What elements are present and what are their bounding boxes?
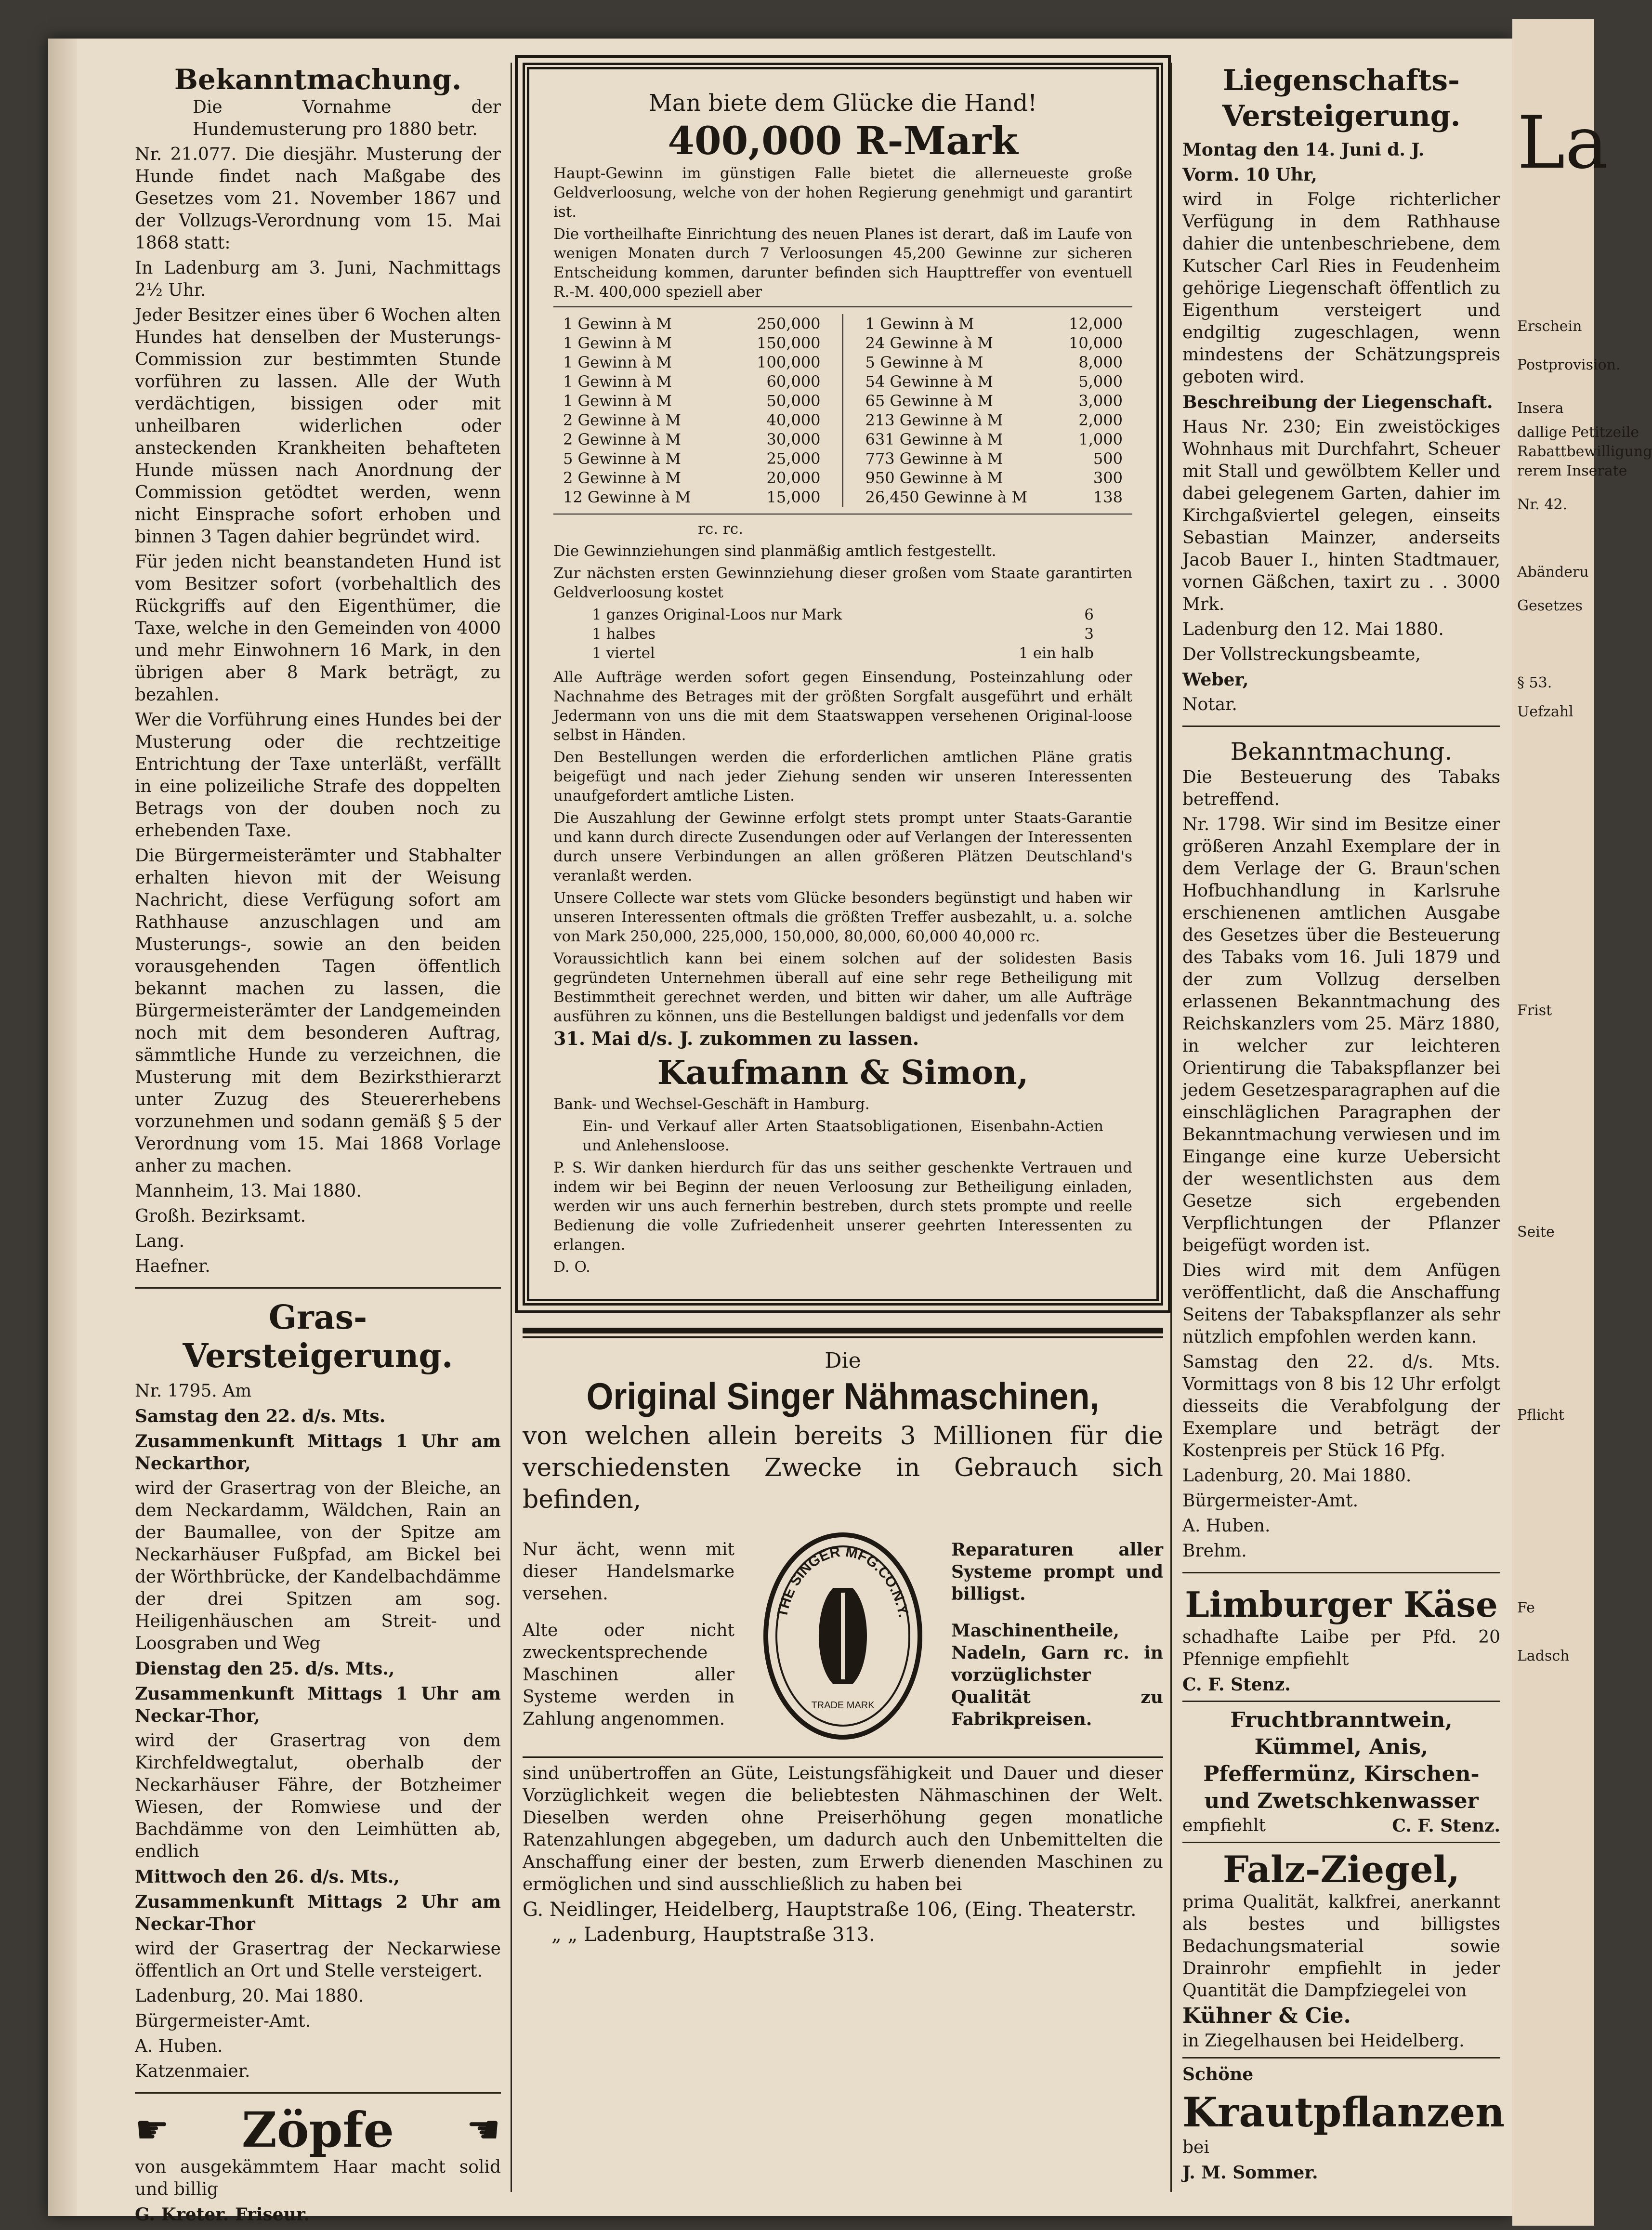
lottery-para-5: Den Bestellungen werden die erforderlichen amtlichen Pläne gratis beigefügt und nach jeder Ziehung senden wir unseren Interessenten unaufgefordert amtliche Listen. xyxy=(553,749,1132,805)
price-row xyxy=(592,605,1094,624)
prize-row xyxy=(865,430,1123,449)
singer-title: Original Singer Nähmaschinen, xyxy=(586,1375,1100,1417)
lottery-amount: 400,000 R-Mark xyxy=(668,118,1018,163)
prize-table-left xyxy=(563,314,821,507)
zoepfe-heading xyxy=(135,2103,501,2156)
prize-row-value: 300 xyxy=(1093,469,1123,487)
newspaper-page xyxy=(48,39,1512,2225)
liegenschaft-place: Ladenburg den 12. Mai 1880. xyxy=(1182,620,1444,639)
prize-row xyxy=(563,430,821,449)
prize-row-label: 2 Gewinne à M xyxy=(563,469,681,487)
singer-right-1: Reparaturen aller Systeme prompt und billigst. xyxy=(951,1540,1163,1604)
gras-date-1: Samstag den 22. d/s. Mts. xyxy=(135,1406,386,1426)
bek2-name-2: Brehm. xyxy=(1182,1541,1247,1561)
price-table xyxy=(553,605,1132,668)
prize-row xyxy=(865,488,1123,507)
prize-row-value: 100,000 xyxy=(757,353,821,371)
prize-row-value: 5,000 xyxy=(1078,372,1123,391)
page-gutter xyxy=(48,39,77,2216)
liegenschaft-time: Vorm. 10 Uhr, xyxy=(1182,165,1317,185)
bek-place-date: Mannheim, 13. Mai 1880. xyxy=(135,1181,362,1201)
lottery-para-7: Unsere Collecte war stets vom Glücke besonders begünstigt und haben wir unseren Interessenten oftmals die größten Treffer ausbezahlt, u. a. solche von Mark 250,000, 225,000, 150,000, 80,000, 60,000 40,000 rc. xyxy=(553,889,1132,945)
price-row-label: 1 halbes xyxy=(592,625,656,643)
pointing-hand-left-icon: ☛ xyxy=(135,2107,170,2152)
prize-row xyxy=(563,314,821,333)
adjacent-page-text: Frist xyxy=(1517,1002,1552,1019)
prize-row xyxy=(865,353,1123,372)
bek2-para-3: Samstag den 22. d/s. Mts. Vormittags von 8 bis 12 Uhr erfolgt diesseits die Verabfolgung der Exemplare und beträgt der Kostenpreis per Stück 16 Pfg. xyxy=(1182,1352,1500,1461)
kaese-text: schadhafte Laibe per Pfd. 20 Pfennige empfiehlt xyxy=(1182,1627,1500,1669)
prize-row-label: 950 Gewinne à M xyxy=(865,469,1003,487)
prize-row-label: 773 Gewinne à M xyxy=(865,449,1003,468)
singer-left xyxy=(523,1539,734,1733)
price-row-value: 3 xyxy=(1084,625,1094,643)
adjacent-page-text: La xyxy=(1517,101,1609,185)
falz-title: Falz-Ziegel, xyxy=(1222,1848,1460,1891)
prize-row xyxy=(563,333,821,353)
lottery-para-3: Zur nächsten ersten Gewinnziehung dieser großen vom Staate garantirten Geldverloosung kostet xyxy=(553,565,1132,601)
bek2-para-1: Nr. 1798. Wir sind im Besitze einer größeren Anzahl Exemplare der in dem Verlage der G. Braun'schen Hofbuchhandlung in Karlsruhe erschienenen amtlichen Ausgabe des Gesetzes über die Besteuerung des Tabaks vom 16. Juli 1879 und der zum Vollzug derselben erlassenen Bekanntmachung des Reichskanzlers vom 25. März 1880, in welcher zur leichteren Orientirung die Tabakspflanzer bei jedem Gesetzesparagraphen auf die einschläglichen Paragraphen der Bekanntmachung verwiesen und im Eingange eine kurze Uebersicht der wesentlichsten aus dem Gesetze sich ergebenden Verpflichtungen der Pflanzer beigefügt worden ist. xyxy=(1182,815,1500,1255)
prize-row xyxy=(865,410,1123,430)
price-row-value: 1 ein halb xyxy=(1019,645,1094,662)
bek-para-5: Wer die Vorführung eines Hundes bei der Musterung oder die rechtzeitige Entrichtung der Taxe unterläßt, verfällt in eine polizeiliche Strafe des doppelten Betrags von der douben noch zu erhebenden Taxe. xyxy=(135,710,501,841)
adjacent-page-text: Abänderu xyxy=(1517,564,1589,581)
gras-date-2: Dienstag den 25. d/s. Mts., xyxy=(135,1659,395,1679)
prize-table-right xyxy=(865,314,1123,507)
gras-nr: Nr. 1795. Am xyxy=(135,1381,252,1401)
lottery-para-1: Die vortheilhafte Einrichtung des neuen Planes ist derart, daß im Laufe von wenigen Monaten durch 7 Verloosungen 45,200 Gewinne zur sicheren Entscheidung kommen, darunter befinden sich Haupttreffer von eventuell R.-M. 400,000 speziell aber xyxy=(553,225,1132,301)
zoepfe-text: von ausgekämmtem Haar macht solid und billig xyxy=(135,2157,501,2199)
lottery-para-2: Die Gewinnziehungen sind planmäßig amtlich festgestellt. xyxy=(553,542,996,560)
prize-row xyxy=(563,449,821,468)
lottery-intro: Haupt-Gewinn im günstigen Falle bietet die allerneueste große Geldverloosung, welche von der hohen Regierung genehmigt und garantirt ist. xyxy=(553,165,1132,221)
prize-row-value: 30,000 xyxy=(766,430,821,449)
lottery-firm-sub2: Ein- und Verkauf aller Arten Staatsobligationen, Eisenbahn-Actien und Anlehensloose. xyxy=(582,1118,1103,1154)
bek-office: Großh. Bezirksamt. xyxy=(135,1206,306,1226)
bek2-title: Bekanntmachung. xyxy=(1230,738,1453,765)
adjacent-page-text: Rabattbewilligung xyxy=(1517,443,1652,460)
branntwein-signature: C. F. Stenz. xyxy=(1392,1816,1500,1836)
singer-dealer-2: „ „ Ladenburg, Hauptstraße 313. xyxy=(551,1924,875,1946)
prize-row-value: 150,000 xyxy=(757,334,821,352)
gras-date-3: Mittwoch den 26. d/s. Mts., xyxy=(135,1867,400,1887)
liegenschaft-date: Montag den 14. Juni d. J. xyxy=(1182,140,1425,160)
gras-meet-1: Zusammenkunft Mittags 1 Uhr am Neckarthor, xyxy=(135,1431,501,1474)
lottery-deadline: 31. Mai d/s. J. zukommen zu lassen. xyxy=(553,1028,919,1049)
prize-row xyxy=(865,468,1123,488)
divider xyxy=(1182,1842,1500,1843)
bekanntmachung-title: Bekanntmachung. xyxy=(174,63,462,96)
gras-signature-2: Katzenmaier. xyxy=(135,2061,250,2081)
singer-left-2: Alte oder nicht zweckentsprechende Maschinen aller Systeme werden in Zahlung angenommen. xyxy=(523,1621,734,1729)
singer-trademark-icon xyxy=(761,1530,925,1742)
bek-para-6: Die Bürgermeisterämter und Stabhalter erhalten hievon mit der Weisung Nachricht, diese Verfügung sofort am Rathhause anzuschlagen und am Musterungs-, sowie an den beiden vorausgehenden Tagen öffentlich bekannt machen zu lassen, die Bürgermeisterämter der Landgemeinden noch mit dem besonderen Auftrag, sämmtliche Hunde zu verzeichnen, die Musterung mit dem Bezirksthierarzt unter Zuzug des Steuererhebens vorzunehmen und sodann gemäß § 5 der Verordnung vom 15. Mai 1868 Vorlage anher zu machen. xyxy=(135,846,501,1176)
liegenschaft-name: Weber, xyxy=(1182,670,1249,690)
liegenschaft-role: Notar. xyxy=(1182,695,1237,714)
gras-title-2: Versteigerung. xyxy=(183,1337,453,1375)
gras-para-3: wird der Grasertrag der Neckarwiese öffentlich an Ort und Stelle versteigert. xyxy=(135,1939,501,1981)
bek-para-3: Jeder Besitzer eines über 6 Wochen alten Hundes hat denselben der Musterungs-Commission zur bestimmten Stunde vorführen zu lassen. Alle der Wuth verdächtigen, bissigen oder mit unheilbaren widerlichen oder ansteckenden Krankheiten behafteten Hunde müssen nach Anordnung der Commission getödtet werden, wenn nicht Einsprache sofort erhoben und binnen 3 Tagen dahier begründet wird. xyxy=(135,305,501,547)
prize-row-label: 26,450 Gewinne à M xyxy=(865,488,1028,506)
singer-logo-bottom-text: TRADE MARK xyxy=(811,1700,875,1711)
prize-row-value: 50,000 xyxy=(766,392,821,410)
lottery-ps-sig: D. O. xyxy=(553,1258,590,1276)
falz-place: in Ziegelhausen bei Heidelberg. xyxy=(1182,2031,1465,2051)
bek2-place: Ladenburg, 20. Mai 1880. xyxy=(1182,1466,1412,1486)
price-row-value: 6 xyxy=(1084,606,1094,623)
price-row-label: 1 ganzes Original-Loos nur Mark xyxy=(592,606,842,623)
adjacent-page-text: Ladsch xyxy=(1517,1648,1570,1664)
prize-row-label: 12 Gewinne à M xyxy=(563,488,691,506)
bek-para-2: In Ladenburg am 3. Juni, Nachmittags 2½ Uhr. xyxy=(135,258,501,300)
singer-dealer-1: G. Neidlinger, Heidelberg, Hauptstraße 106, (Eing. Theaterstr. xyxy=(523,1899,1137,1921)
bek2-subtitle: Die Besteuerung des Tabaks betreffend. xyxy=(1182,767,1500,809)
singer-right xyxy=(951,1539,1163,1733)
kraut-pre: Schöne xyxy=(1182,2064,1254,2085)
prize-row-label: 65 Gewinne à M xyxy=(865,392,993,410)
lottery-ad xyxy=(523,63,1163,1306)
prize-row-value: 3,000 xyxy=(1078,392,1123,410)
divider xyxy=(135,1287,501,1289)
bek-signature: Lang. xyxy=(135,1231,185,1251)
singer-trademark-logo xyxy=(756,1525,930,1747)
divider xyxy=(135,2092,501,2094)
pointing-hand-right-icon: ☛ xyxy=(466,2107,501,2152)
kaese-title: Limburger Käse xyxy=(1185,1584,1498,1625)
bek2-para-2: Dies wird mit dem Anfügen veröffentlicht, daß die Anschaffung Seitens der Tabakspflanzer als sehr nützlich empfohlen werden kann. xyxy=(1182,1261,1500,1347)
adjacent-page-text: Seite xyxy=(1517,1224,1555,1240)
lottery-para-4: Alle Aufträge werden sofort gegen Einsendung, Posteinzahlung oder Nachnahme des Betrages mit der größten Sorgfalt ausgeführt und erhält Jedermann von uns die mit dem Staatswappen versehenen Original-loose selbst in Händen. xyxy=(553,669,1132,744)
column-left xyxy=(135,63,501,2229)
lottery-para-8: Voraussichtlich kann bei einem solchen auf der solidesten Basis gegründeten Unternehmen überall auf eine sehr rege Betheiligung mit Bestimmtheit gerechnet werden, und bitten wir daher, um alle Aufträge ausführen zu können, uns die Bestellungen baldigst und jedenfalls vor dem xyxy=(553,950,1132,1025)
singer-logo-top-text: THE SINGER MFG.CO.N.Y. xyxy=(774,1544,912,1619)
kaese-signature: C. F. Stenz. xyxy=(1182,1675,1291,1695)
gras-para-2: wird der Grasertrag von dem Kirchfeldwegtalut, oberhalb der Neckarhäuser Fähre, der Botzheimer Wiesen, der Romwiese und der Bachdämme von den Leimhütten ab, endlich xyxy=(135,1731,501,1861)
prize-row-label: 2 Gewinne à M xyxy=(563,430,681,449)
bekanntmachung-subtitle: Die Vornahme der Hundemusterung pro 1880 betr. xyxy=(193,97,501,139)
falz-firm: Kühner & Cie. xyxy=(1182,2004,1351,2028)
divider xyxy=(523,1336,1163,1338)
divider xyxy=(1182,1572,1500,1573)
prize-row xyxy=(865,449,1123,468)
prize-row-label: 213 Gewinne à M xyxy=(865,411,1003,429)
prize-row-label: 24 Gewinne à M xyxy=(865,334,993,352)
adjacent-page-text: Nr. 42. xyxy=(1517,496,1568,513)
prize-row xyxy=(865,372,1123,391)
prize-row-value: 20,000 xyxy=(766,469,821,487)
divider xyxy=(1182,1701,1500,1702)
kraut-signature: J. M. Sommer. xyxy=(1182,2163,1318,2183)
prize-row-label: 1 Gewinn à M xyxy=(563,372,672,391)
gras-title-1: Gras- xyxy=(268,1298,367,1337)
prize-row xyxy=(563,353,821,372)
bek-signature-2: Haefner. xyxy=(135,1256,210,1276)
singer-ad xyxy=(523,1350,1163,1946)
liegenschaft-title-1: Liegenschafts- xyxy=(1223,64,1460,97)
bek-para-1: Nr. 21.077. Die diesjähr. Musterung der Hunde findet nach Maßgabe des Gesetzes vom 21. November 1867 und der Vollzugs-Verordnung vom 15. Mai 1868 statt: xyxy=(135,145,501,253)
lottery-headline: Man biete dem Glücke die Hand! xyxy=(648,90,1037,117)
singer-right-2: Maschinentheile, Nadeln, Garn rc. in vorzüglichster Qualität zu Fabrikpreisen. xyxy=(951,1621,1163,1729)
kraut-bei: bei xyxy=(1182,2138,1209,2157)
prize-row-value: 2,000 xyxy=(1078,411,1123,429)
prize-row-label: 5 Gewinne à M xyxy=(865,353,983,371)
adjacent-page-text: Uefzahl xyxy=(1517,703,1573,720)
prize-row-label: 1 Gewinn à M xyxy=(563,392,672,410)
divider xyxy=(1182,726,1500,727)
singer-left-1: Nur ächt, wenn mit dieser Handelsmarke versehen. xyxy=(523,1540,734,1604)
column-right xyxy=(1182,63,1505,2187)
adjacent-page-text: Insera xyxy=(1517,400,1564,417)
adjacent-page-text: Postprovision. xyxy=(1517,356,1621,373)
adjacent-page-text: Gesetzes xyxy=(1517,597,1583,614)
prize-etc: rc. rc. xyxy=(698,520,743,538)
liegenschaft-office: Der Vollstreckungsbeamte, xyxy=(1182,645,1421,664)
lottery-ps: P. S. Wir danken hierdurch für das uns seither geschenkte Vertrauen und indem wir bei Beginn der neuen Verloosung zur Betheiligung einladen, werden wir uns auch fernerhin bestreben, durch stets prompte und reelle Bedienung die volle Zufriedenheit unserer geehrten Interessenten zu erlangen. xyxy=(553,1159,1132,1254)
price-row xyxy=(592,624,1094,644)
column-middle xyxy=(523,63,1163,1949)
prize-row-value: 138 xyxy=(1093,488,1123,506)
prize-row-label: 1 Gewinn à M xyxy=(865,315,974,333)
prize-row-label: 1 Gewinn à M xyxy=(563,334,672,352)
prize-row-value: 500 xyxy=(1093,449,1123,468)
prize-row xyxy=(563,372,821,391)
divider xyxy=(523,1756,1163,1758)
prize-row-value: 250,000 xyxy=(757,315,821,333)
lottery-firm: Kaufmann & Simon, xyxy=(657,1054,1029,1092)
prize-row xyxy=(563,488,821,507)
singer-body: sind unübertroffen an Güte, Leistungsfähigkeit und Dauer und dieser Vorzüglichkeit wegen die beliebtesten Nähmaschinen der Welt. Dieselben werden ohne Preiserhöhung gegen monatliche Ratenzahlungen abgegeben, um dadurch auch den Unbemittelten die Anschaffung einer der besten, zum Erwerb dienenden Maschinen zu ermöglichen und sind ausschließlich zu haben bei xyxy=(523,1764,1163,1894)
zoepfe-signature: G. Kreter. Friseur. xyxy=(135,2204,310,2225)
column-rule-1 xyxy=(511,63,512,2192)
prize-row xyxy=(865,391,1123,410)
gras-signature: A. Huben. xyxy=(135,2036,223,2056)
prize-row-value: 8,000 xyxy=(1078,353,1123,371)
prize-row-value: 60,000 xyxy=(766,372,821,391)
prize-row-label: 54 Gewinne à M xyxy=(865,372,993,391)
gras-meet-2: Zusammenkunft Mittags 1 Uhr am Neckar-Thor, xyxy=(135,1684,501,1726)
adjacent-page-text: Pflicht xyxy=(1517,1407,1564,1424)
branntwein-text: empfiehlt xyxy=(1182,1816,1266,1835)
prize-row-value: 1,000 xyxy=(1078,430,1123,449)
prize-row xyxy=(563,410,821,430)
bek2-office: Bürgermeister-Amt. xyxy=(1182,1491,1359,1511)
prize-row xyxy=(563,391,821,410)
prize-row-label: 631 Gewinne à M xyxy=(865,430,1003,449)
prize-row-value: 25,000 xyxy=(766,449,821,468)
bek-para-4: Für jeden nicht beanstandeten Hund ist vom Besitzer sofort (vorbehaltlich des Rückgriffs auf den Eigenthümer, die Taxe, welche in den Gemeinden von 4000 und mehr Einwohnern 16 Mark, in den übrigen aber 8 Mark beträgt, zu bezahlen. xyxy=(135,552,501,705)
prize-row-value: 15,000 xyxy=(766,488,821,506)
prize-row-value: 10,000 xyxy=(1069,334,1123,352)
kraut-title: Krautpflanzen xyxy=(1182,2088,1505,2136)
lottery-firm-sub: Bank- und Wechsel-Geschäft in Hamburg. xyxy=(553,1095,870,1113)
adjacent-page-text: Fe xyxy=(1517,1599,1535,1616)
branntwein-footer xyxy=(1182,1815,1500,1837)
prize-row xyxy=(563,468,821,488)
gras-office: Bürgermeister-Amt. xyxy=(135,2011,311,2031)
prize-row-label: 5 Gewinne à M xyxy=(563,449,681,468)
gras-place-date: Ladenburg, 20. Mai 1880. xyxy=(135,1986,364,2006)
prize-table-divider xyxy=(842,314,843,507)
singer-subtitle: von welchen allein bereits 3 Millionen für die verschiedensten Zwecke in Gebrauch sich befinden, xyxy=(523,1422,1163,1514)
prize-row-label: 1 Gewinn à M xyxy=(563,315,672,333)
falz-text: prima Qualität, kalkfrei, anerkannt als bestes und billigstes Bedachungsmaterial sowie Drainrohr empfiehlt in jeder Quantität die Dampfziegelei von xyxy=(1182,1892,1500,2001)
liegenschaft-para-2: Haus Nr. 230; Ein zweistöckiges Wohnhaus mit Durchfahrt, Scheuer mit Stall und gewölbtem Keller und dabei gelegenem Garten, dahier im Kirchgaßviertel gelegen, einseits Sebastian Mainzer, anderseits Jacob Bauer I., hinten Stadtmauer, vornen Gäßchen, taxirt zu . . 3000 Mrk. xyxy=(1182,417,1500,614)
adjacent-page-text: Erschein xyxy=(1517,318,1582,335)
prize-row-label: 2 Gewinne à M xyxy=(563,411,681,429)
adjacent-page-fragment xyxy=(1512,19,1652,2226)
singer-logo-row xyxy=(523,1525,1163,1747)
adjacent-page-text: § 53. xyxy=(1517,674,1552,691)
gras-meet-3: Zusammenkunft Mittags 2 Uhr am Neckar-Thor xyxy=(135,1892,501,1934)
prize-row-label: 1 Gewinn à M xyxy=(563,353,672,371)
zoepfe-title: Zöpfe xyxy=(241,2101,394,2158)
prize-row-value: 12,000 xyxy=(1069,315,1123,333)
branntwein-title: Fruchtbranntwein, Kümmel, Anis, Pfeffermünz, Kirschen- und Zwetschkenwasser xyxy=(1203,1708,1480,1813)
prize-row-value: 40,000 xyxy=(766,411,821,429)
adjacent-page-text: dallige Petitzeile xyxy=(1517,424,1639,441)
singer-die: Die xyxy=(825,1348,861,1373)
price-row-label: 1 viertel xyxy=(592,645,655,662)
thick-divider xyxy=(523,1328,1163,1333)
liegenschaft-title-2: Versteigerung. xyxy=(1222,99,1461,133)
price-row xyxy=(592,644,1094,663)
bek2-name: A. Huben. xyxy=(1182,1516,1271,1536)
liegenschaft-desc-head: Beschreibung der Liegenschaft. xyxy=(1182,392,1493,412)
divider xyxy=(1182,2057,1500,2058)
lottery-para-6: Die Auszahlung der Gewinne erfolgt stets prompt unter Staats-Garantie und kann durch directe Zusendungen oder auf Verlangen der Interessenten durch unsere Verbindungen an allen größeren Plätzen Deutschland's veranlaßt werden. xyxy=(553,809,1132,884)
prize-table xyxy=(553,306,1132,515)
prize-row xyxy=(865,314,1123,333)
column-rule-2 xyxy=(1170,63,1172,2192)
prize-row xyxy=(865,333,1123,353)
adjacent-page-text: rerem Inserate xyxy=(1517,462,1627,479)
liegenschaft-para-1: wird in Folge richterlicher Verfügung in dem Rathhause dahier die untenbeschriebene, dem Kutscher Carl Ries in Feudenheim gehörige Liegenschaft öffentlich zu Eigenthum versteigert und endgiltig zugeschlagen, wenn mindestens der Schätzungspreis geboten wird. xyxy=(1182,190,1500,387)
gras-para-1: wird der Grasertrag von der Bleiche, an dem Neckardamm, Wäldchen, Rain an der Baumallee, von der Spitze am Neckarhäuser Fußpfad, am Bickel bei der Wörthbrücke, der Kandelbachdämme der drei Spitzen am sog. Heiligenhäuschen am Streit- und Loosgraben und Weg xyxy=(135,1478,501,1653)
